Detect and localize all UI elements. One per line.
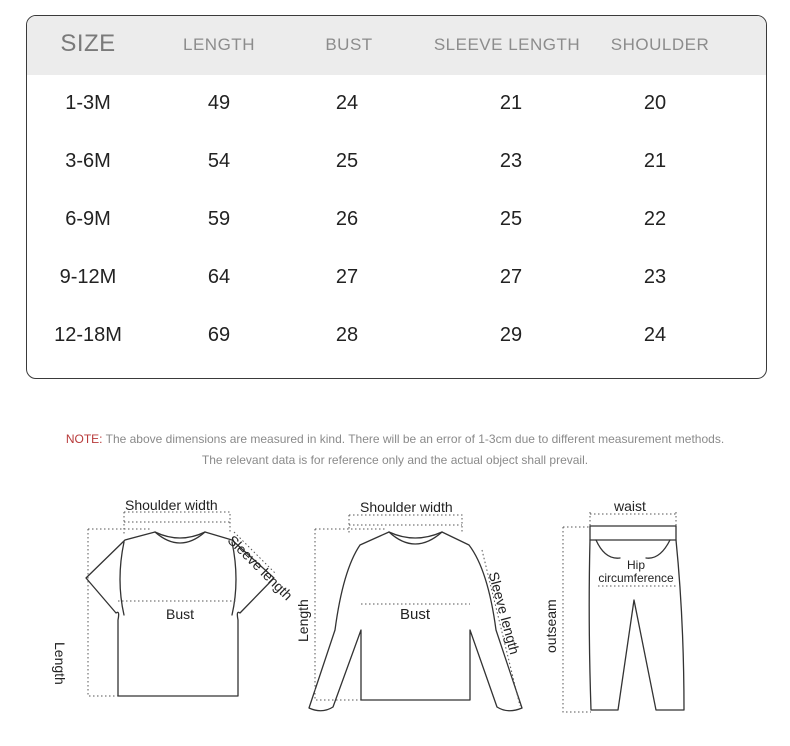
- row-length: 69: [207, 324, 231, 346]
- table-header-row: [27, 16, 766, 75]
- header-shoulder: SHOULDER: [610, 35, 710, 54]
- tshirt-length-label: Length: [52, 642, 68, 685]
- row-sleeve-length: 21: [499, 92, 523, 114]
- row-size: 9-12M: [59, 266, 117, 288]
- note-label: NOTE:: [65, 432, 103, 446]
- pants-hip-label: [596, 559, 676, 585]
- header-sleeve-length: SLEEVE LENGTH: [433, 35, 581, 54]
- pants-outline: [589, 526, 684, 710]
- pants-hip-line2: circumference: [598, 571, 674, 585]
- row-bust: 27: [335, 266, 359, 288]
- row-bust: 28: [335, 324, 359, 346]
- longsleeve-length-label: Length: [295, 599, 311, 642]
- measurement-note-line1: [0, 432, 790, 446]
- row-size: 12-18M: [54, 324, 122, 346]
- row-shoulder: 22: [643, 208, 667, 230]
- tshirt-bust-label: Bust: [166, 606, 195, 622]
- size-chart-table: [26, 15, 767, 379]
- row-length: 64: [207, 266, 231, 288]
- row-length: 59: [207, 208, 231, 230]
- header-length: LENGTH: [183, 35, 255, 54]
- tshirt-shoulder-width-label: Shoulder width: [125, 497, 218, 513]
- measurement-note-line2: [0, 453, 790, 467]
- pants-waist-label: waist: [614, 498, 646, 514]
- tshirt-sleeve-length-label: Sleeve length: [224, 532, 296, 604]
- row-shoulder: 23: [643, 266, 667, 288]
- row-shoulder: 24: [643, 324, 667, 346]
- row-sleeve-length: 29: [499, 324, 523, 346]
- longsleeve-bust-label: Bust: [400, 606, 431, 623]
- measurement-diagrams: [0, 470, 790, 741]
- longsleeve-sleeve-length-label: Sleeve length: [485, 570, 523, 657]
- row-bust: 26: [335, 208, 359, 230]
- row-size: 1-3M: [65, 92, 111, 114]
- header-size: SIZE: [60, 30, 116, 57]
- header-bust: BUST: [325, 35, 373, 54]
- row-sleeve-length: 25: [499, 208, 523, 230]
- row-sleeve-length: 23: [499, 150, 523, 172]
- row-bust: 25: [335, 150, 359, 172]
- longsleeve-shoulder-width-label: Shoulder width: [360, 499, 453, 515]
- row-shoulder: 20: [643, 92, 667, 114]
- row-sleeve-length: 27: [499, 266, 523, 288]
- row-length: 54: [207, 150, 231, 172]
- pants-hip-line1: Hip: [626, 558, 645, 572]
- note-text-1: The above dimensions are measured in kind. There will be an error of 1-3cm due to different measurement methods.: [102, 432, 725, 446]
- row-bust: 24: [335, 92, 359, 114]
- row-length: 49: [207, 92, 231, 114]
- row-size: 3-6M: [65, 150, 111, 172]
- note-text-2: The relevant data is for reference only and the actual object shall prevail.: [201, 453, 589, 467]
- pants-outseam-label: outseam: [543, 599, 559, 653]
- row-size: 6-9M: [65, 208, 111, 230]
- row-shoulder: 21: [643, 150, 667, 172]
